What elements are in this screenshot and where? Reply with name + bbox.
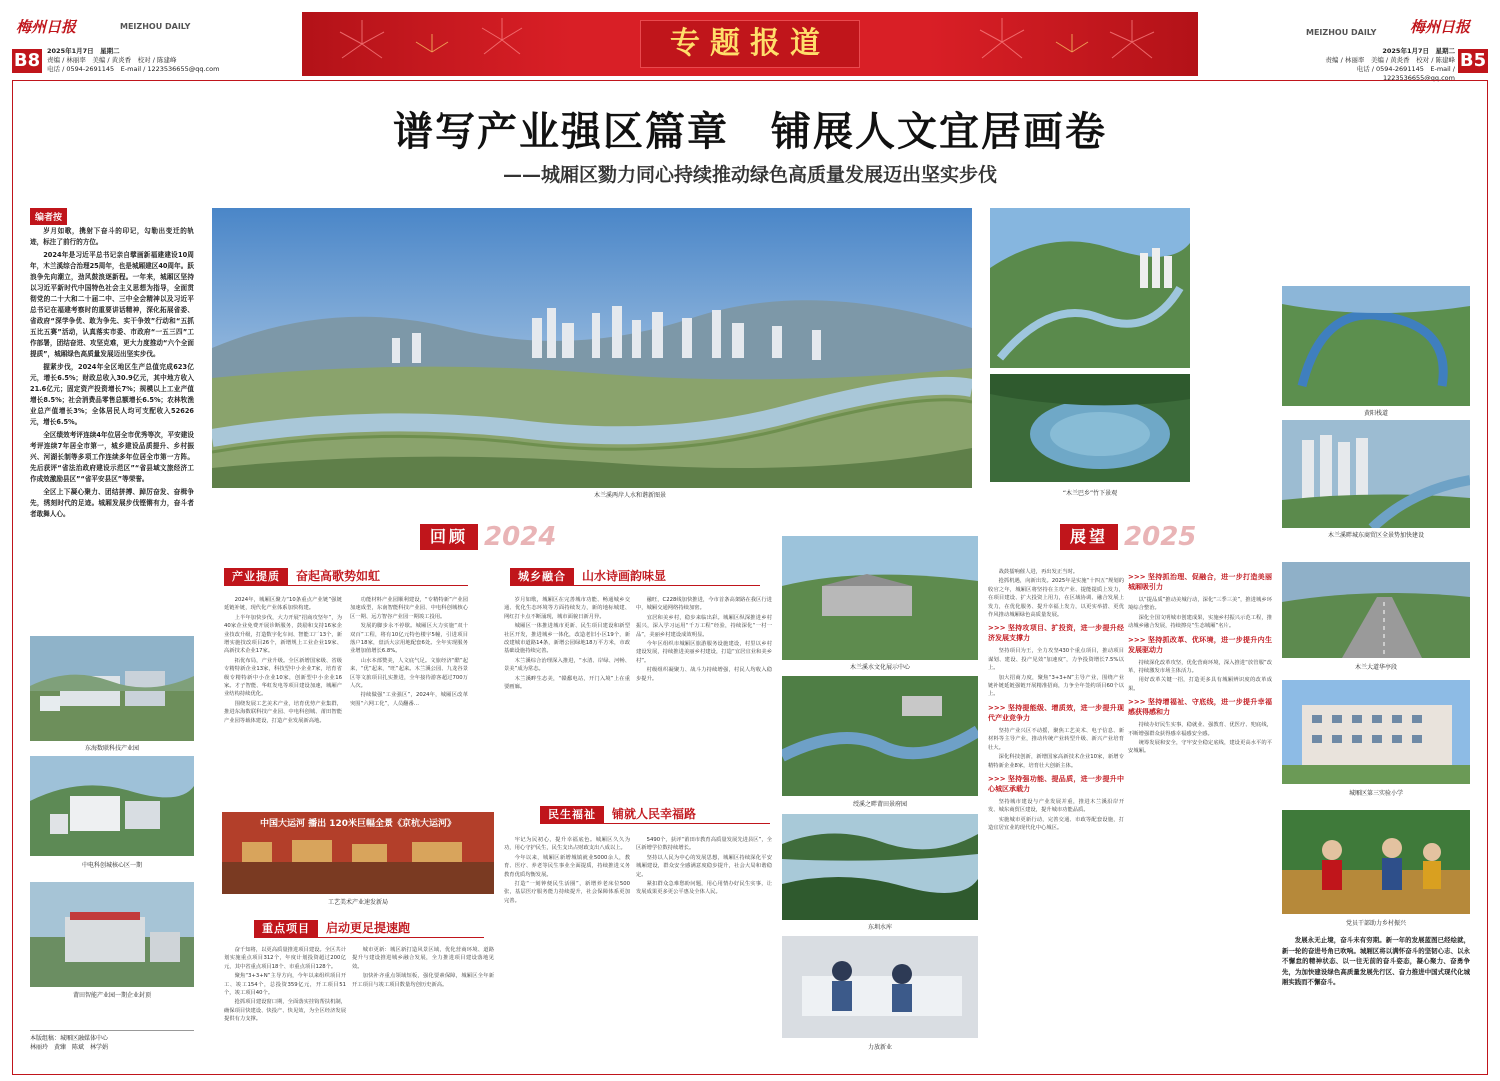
left-logo: [16, 16, 76, 37]
outlook-p3: 坚持项目为王，全力攻坚430个重点项目，推动项目谋划、建设、投产见效“加速度”，力争投资增长7.5%以上。: [988, 648, 1124, 672]
projects-b-p1: 城市更新：城区新打造风景区域，优化营商环境、道路提升与建设推进城乡融合发展，全力推进项目建设落地见效。: [352, 947, 494, 970]
caption-far-right-1: 黄阳栈道: [1363, 410, 1388, 417]
left-paper-name: MEIZHOU DAILY: [120, 22, 191, 31]
review-label: 回顾: [420, 524, 478, 550]
section-outlook: [1060, 524, 1260, 550]
outlook-sub-1-text: 坚持攻项目、扩投资，进一步提升经济发展支撑力: [988, 624, 1124, 643]
outlook-p2: 抢抓机遇，向新出发。2025年是实施“十四五”规划的收官之年，城厢区将坚持在主攻产业、提能提质上发力，在项目建设、扩大投资上用力，在区域协调、融合发展上发力，在优化服务、提升幸福上发力，以更实举措、更优作风推动城厢绿色高质量发展。: [988, 578, 1124, 619]
industry-p3: 拓优布局，产业升级。全区新增国家级、省级专精特新企业13家，科技型中小企业7家，培育省级专精特新中小企业10家，创新型中小企业16家。才子智能、华虹发电等项目建设加速，城厢产业结构持续优化。: [224, 657, 342, 698]
outlook-year: 2025: [1124, 522, 1197, 552]
urban-tag: 城乡融合: [510, 568, 574, 586]
headline-subtitle: ——城厢区勠力同心持续推动绿色高质量发展迈出坚实步伐: [502, 164, 997, 186]
photo-rural-revitalization: [1282, 810, 1470, 914]
arrow-icon: >>>: [988, 703, 1006, 712]
arrow-icon: >>>: [988, 774, 1006, 783]
photo-cetc-city: [30, 756, 194, 856]
section-projects: [254, 920, 484, 938]
outlook-col-1: [988, 568, 1124, 1064]
photo-plank-road: [1282, 286, 1470, 406]
urban-heading: 山水诗画韵味显: [574, 568, 760, 586]
intro-p2: 2024年是习近平总书记亲自擘画新福建建设10周年，木兰溪综合治理25周年，也是城厢建区40周年。跃浪争先向潮立，劲风鼓浪逐新程。一年来，城厢区坚持以习近平新时代中国特色社会主义思想为指导，全面贯彻党的二十大和二十届二中、三中全会精神以及习近平总书记在福建考察时的重要讲话精神，深化拓展省委、省政府“深学争优、敢为争先、实干争效”行动和“五抓五比五赛”活动，认真落实市委、市政府“一五三四”工作部署，团结奋进、攻坚克难，更大力度推动“六个全面提质”，城厢绿色高质量发展迈出坚实步伐。: [30, 251, 194, 358]
urban-p2: 城厢区一体推进城市更新、民生项目建设和新型社区开发，推进城乡一体化，改造老旧小区19个，新改建城市道路14条，新增公园绿地18万平方米，市政基础设施持续完善。: [504, 623, 630, 655]
outlook-sub-4-text: 坚持抓治理、促融合，进一步打造美丽城厢吸引力: [1128, 573, 1272, 591]
outlook-p8: 实施城市更新行动，完善交通、市政等配套设施，打造宜居宜业的现代化中心城区。: [988, 816, 1124, 832]
right-logo: [1410, 16, 1470, 37]
photo-bamboo-landscape: [990, 374, 1190, 482]
header-left-info: [47, 47, 297, 74]
photo-dongzhen-reservoir: [782, 814, 978, 920]
industry-b-p4: 持续做强“工业强区”，2024年，城厢区改革突围“六网工化”，人员翻番…: [350, 692, 468, 707]
caption-left-3: 莆田智能产业园一期企业封顶: [72, 992, 151, 999]
outlook-sub-3: [988, 774, 1124, 794]
photo-huadong-park: [990, 208, 1190, 368]
closing-p: 发展永无止境，奋斗未有穷期。新一年的发展蓝图已经绘就，新一轮的奋进号角已吹响。城厢区将以满怀奋斗的坚韧心志、以永不懈怠的精神状态、以一往无前的奋斗姿态，凝心聚力、奋勇争先，为加快建设绿色高质量发展先行区、奋力推进中国式现代化城厢实践而不懈奋斗。: [1282, 936, 1470, 986]
outlook-p4: 加大招商力度，聚焦“3+3+N”主导产业，围绕产业链补链延链强链开展精准招商，力争全年签约项目60个以上。: [988, 674, 1124, 698]
caption-left-2: 中电科创城核心区一期: [81, 862, 142, 869]
industry-heading: 奋起高歌势如虹: [288, 568, 468, 586]
arrow-icon: >>>: [1128, 573, 1146, 581]
welfare-col-1: [504, 836, 630, 1064]
caption-far-right-4: 城厢区第三实验小学: [1348, 790, 1403, 797]
closing-text: [1282, 935, 1470, 1065]
urban-p4: 木兰溪畔生态美，“赣鄱电站，开门入境”上在重要画廊。: [504, 675, 630, 691]
arrow-icon: >>>: [1128, 635, 1146, 644]
band-title: 专题报道: [670, 26, 830, 61]
projects-col-1: [224, 946, 346, 1064]
intro-text: [30, 226, 194, 626]
photo-mulan-avenue: [1282, 562, 1470, 658]
caption-col3-3: 东圳水库: [867, 924, 892, 931]
footer-line-2: 林丽玲 黄臻 陈斌 林学娟: [30, 1044, 109, 1051]
caption-top-right-2: “木兰巴乡”竹下景观: [1062, 490, 1118, 497]
photo-crafts: [222, 812, 494, 894]
caption-far-right-2: 木兰溪畔城东商贸区全景势加快建设: [1327, 532, 1424, 539]
contact-left: 电话 / 0594-2691145 E-mail / 1223536655@qq.com: [47, 65, 220, 73]
outlook-p11: 持续深化改革攻坚，优化营商环境，深入推进“放管服”改革，持续激发市场主体活力。: [1128, 659, 1272, 675]
page-number-left: B8: [13, 50, 41, 71]
header-band: [302, 12, 1198, 76]
outlook-p9: 以“提品质”推动美城行动，深化“三季三美”，推进城乡环境综合整治。: [1128, 597, 1272, 612]
welfare-tag: 民生福祉: [540, 806, 604, 824]
welfare-p2: 今年以来，城厢区新增城镇就业5000余人，教育、医疗、养老等民生事业全面提质，持续推进义务教育优质均衡发展。: [504, 854, 630, 878]
intro-p1: 岁月如歌，携射下奋斗的印记，勾勒出变迁的轨迹，标注了前行的方位。: [30, 227, 194, 246]
projects-p3: 抢抓项目建设窗口期，全面落实挂钩帮扶机制，确保项目快建设、快投产、快见效，为全区经济发展提供有力支撑。: [224, 999, 346, 1023]
welfare-b-p1: 5490个，获评“莆田市教育高质量发展先进县区”，全区新增学位数持续增长。: [636, 837, 772, 852]
outlook-sub-5-text: 坚持抓改革、优环境，进一步提升内生发展驱动力: [1128, 635, 1272, 654]
outlook-sub-4: [1128, 572, 1272, 592]
projects-tag: 重点项目: [254, 920, 318, 938]
welfare-p1: 牢记为民初心，提升幸福底色。城厢区久久为功，用心守护民生，民生支出占财政支出八成以上。: [504, 837, 630, 852]
projects-col-2: [352, 946, 494, 1064]
outlook-sub-1: [988, 623, 1124, 643]
outlook-sub-6-text: 坚持增福祉、守底线，进一步提升幸福感获得感和力: [1128, 698, 1272, 717]
photo-water-culture-center: [782, 536, 978, 660]
photo-main-panorama: [212, 208, 972, 488]
arrow-icon: >>>: [988, 624, 1006, 633]
header-right-info: [1290, 47, 1455, 83]
industry-col-1: [224, 596, 342, 802]
industry-col-2: [350, 596, 468, 802]
projects-p2: 聚焦“3+3+N”主导方向，今年以来组织项目开工、竣工154个，总投资359亿元，开工项目51个，竣工项目40个。: [224, 973, 346, 997]
welfare-p3: 打造“一刻钟便民生活圈”，新增养老床位500张，基层医疗服务能力持续提升，社会保障体系更加完善。: [504, 881, 630, 904]
outlook-sub-2-text: 坚持提能级、增质效，进一步提升现代产业竞争力: [988, 703, 1124, 722]
photo-east-sea-park: [30, 636, 194, 741]
urban-b-p3: 今年区组织市城厢区旅游服务设施建设，村里以乡村建设发展，持续推进美丽乡村建设，打造“宜居宜业和美乡村”。: [636, 641, 772, 664]
outlook-p6: 深化科技创新，新增国家高新技术企业10家，新增专精特新企业8家，培育壮大创新主体。: [988, 754, 1124, 769]
welfare-b-p3: 紧扣群众急难愁盼问题，用心用情办好民生实事，让发展成果更多更公平惠及全体人民。: [636, 881, 772, 896]
outlook-p13: 持续办好民生实事，稳就业、强教育、优医疗、兜底线，不断增强群众获得感幸福感安全感。: [1128, 722, 1272, 737]
intro-p4: 全区绩效考评连续4年位居全市优秀等次，平安建设考评连续7年居全市第一，城乡建设品质提升、乡村振兴、河湖长制等多项工作连续多年位居全市第一方阵。先后获评“省法治政府建设示范区”“省县域文旅经济工作成效激励县区”“省平安县区”等荣誉。: [30, 431, 194, 483]
page-number-right: B5: [1459, 50, 1487, 71]
intro-tag: 编者按: [30, 208, 67, 225]
arrow-icon: >>>: [1128, 698, 1146, 707]
projects-heading: 启动更足提速跑: [318, 920, 484, 938]
outlook-label: 展望: [1060, 524, 1118, 550]
section-welfare: [540, 806, 770, 824]
industry-tag: 产业提质: [224, 568, 288, 586]
projects-p1: 奋千知将，以更高质量推进项目建设。全区共计划实施重点项目312个，年度计划投资超过200亿元，其中省重点项目18个、市重点项目128个。: [224, 947, 346, 970]
section-industry: [224, 568, 468, 586]
outlook-col-2: [1128, 568, 1272, 1064]
headline-title: 谱写产业强区篇章 铺展人文宜居画卷: [393, 108, 1107, 155]
urban-b-p4: 村级组织凝聚力、战斗力持续增强，村民人均收入稳步提升。: [636, 667, 772, 682]
photo-third-school: [1282, 680, 1470, 784]
outlook-p10: 深化全国文明城市创建成果，实施乡村振兴示范工程，推动城乡融合发展，持续擦亮“生态城厢”名片。: [1128, 614, 1272, 630]
industry-p4: 围绕发展工艺美术产业，培育优势产业集群，推进东海数联科技产业园、中电科创城、莆田智能产业园等载体建设，打造产业发展新高地。: [224, 700, 342, 724]
outlook-p1: 战鼓擂响催人进，再出发正当时。: [998, 569, 1079, 575]
date-right: 2025年1月7日 星期二: [1382, 47, 1455, 55]
photo-chengdong-district: [1282, 420, 1470, 528]
photo-factory-work: [782, 936, 978, 1038]
caption-mid-1: 工艺美术产业速发新局: [327, 899, 388, 906]
industry-b-p2: 发展的脚步永不停歇。城厢区大力实施“双十双百”工程，将有10亿元特色楼宇5幢，引进项目落户18家，盘活大宗用地配套6处。全年实现服务业增加值增长6.8%。: [350, 623, 468, 655]
welfare-b-p2: 坚持以人民为中心的发展思想，城厢区持续深化平安城厢建设，群众安全感满意度稳步提升，社会大局和谐稳定。: [636, 854, 772, 878]
industry-b-p1: 功能材料产业园顺利建设，“专精特新”产业园加速成型，东南智能科技产业园、中电科创城核心区一期、远方智谷产业园一期竣工投用。: [350, 597, 468, 620]
date-left: 2025年1月7日 星期二: [47, 47, 120, 55]
right-paper-name: MEIZHOU DAILY: [1306, 28, 1377, 37]
outlook-sub-2: [988, 703, 1124, 723]
section-review: [420, 524, 620, 550]
footer-line-1: 本版组稿：城厢区融媒体中心: [30, 1035, 109, 1042]
caption-col3-2: 绶溪之畔莆田景府园: [852, 801, 907, 808]
outlook-sub-5: [1128, 635, 1272, 655]
outlook-p12: 用好改革关键一招，打造更多具有城厢辨识度的改革成果。: [1128, 677, 1272, 692]
urban-p1: 岁月如歌，城厢区在完善城市功能、畅通城乡交通、优化生态环境等方面持续发力，新的地标城建、网红打卡点不断涌现，城市面貌日新月异。: [504, 597, 630, 620]
photo-smart-park: [30, 882, 194, 987]
outlook-p5: 坚持产业兴区不动摇，聚焦工艺美术、电子信息、新材料等主导产业，推动传统产业转型升级、新兴产业培育壮大。: [988, 727, 1124, 751]
urban-p3: 木兰溪综合治理深入推进，“水清、岸绿、河畅、景美”成为常态。: [504, 657, 630, 673]
editor-footer: [30, 1030, 194, 1052]
screen-banner: 中国大运河 播出 120米巨幅全景《京杭大运河》: [259, 819, 457, 829]
photo-shouxi-park: [782, 676, 978, 796]
outlook-sub-3-text: 坚持强功能、提品质，进一步提升中心城区承载力: [988, 774, 1124, 793]
logo-text: 梅州日报: [16, 18, 77, 36]
intro-p5: 全区上下凝心聚力、团结拼搏、踔厉奋发、奋楫争先，绣刻时代的足迹。城厢发展步伐铿锵有力，奋斗者者敢舞人心。: [30, 488, 194, 518]
review-year: 2024: [484, 522, 557, 552]
outlook-p7: 坚持城市建设与产业发展并重，推进木兰溪沿岸开发、城东商贸区建设，提升城市功能品质。: [988, 798, 1124, 814]
welfare-col-2: [636, 836, 772, 1064]
urban-b-p2: 宜居和美乡村，稳步来临出彩。城厢区纵深推进乡村振兴，深入学习运用“千万工程”经验，持续深化“一村一品”，美丽乡村建设成效明显。: [636, 614, 772, 638]
caption-col3-4: 力放新业: [867, 1044, 892, 1051]
staff-right: 责编 / 林丽率 美编 / 黄炎香 校对 / 陈建峰: [1325, 56, 1455, 64]
caption-left-1: 东海数联科技产业园: [84, 745, 139, 752]
industry-p2: 上半年加快步伐，大力开展“招商攻坚年”，为40家企业免费开展诊断服务，鼓励和支持16家企业技改升级，打造数字化车间、智能工厂13个，新增实施技改项目26个，新增规上工业企业19家、高新技术企业17家。: [224, 614, 342, 655]
intro-p3: 握紧步伐，2024年全区地区生产总值完成623亿元，增长6.5%；财政总收入30.9亿元，其中地方收入21.6亿元；固定资产投资增长7%；规模以上工业产值增长8.5%；社会消费品零售总额增长6.5%；农林牧渔业总产值增长3%；全体居民人均可支配收入52626元，增长6.5%。: [30, 363, 194, 426]
caption-main: 木兰溪两岸人水和谐新图景: [593, 492, 666, 499]
projects-b-p2: 加快补齐重点领域短板，强化要素保障，城厢区全年新开工项目与竣工项目数量均创历史新高。: [352, 973, 494, 988]
caption-far-right-3: 木兰大道华亭段: [1354, 664, 1397, 671]
logo-text-right: 梅州日报: [1410, 18, 1471, 36]
industry-p1: 2024年，城厢区聚力“10条重点产业链”强链延链补链，现代化产业体系加快构建。: [224, 597, 342, 612]
outlook-p14: 统筹发展和安全，守牢安全稳定底线，建设更高水平的平安城厢。: [1128, 740, 1272, 755]
staff-left: 责编 / 林丽率 美编 / 黄炎香 校对 / 陈建峰: [47, 56, 177, 64]
outlook-sub-6: [1128, 697, 1272, 717]
caption-col3-1: 木兰溪水文化展示中心: [849, 664, 910, 671]
industry-b-p3: 山水本部赞美，人文底气足。文旅经济“酷”起来，“优”起来，“旺”起来。木兰溪公园、九龙谷景区等文旅项目扎实推进，全年接待游客超过700万人次。: [350, 657, 468, 690]
section-urban: [510, 568, 760, 586]
caption-far-right-5: 党员干部助力乡村振兴: [1345, 920, 1406, 927]
contact-right: 电话 / 0594-2691145 E-mail / 1223536655@qq.com: [1356, 65, 1455, 82]
urban-b-p1: 融旺，C228线加快推进，今市首条高架路在我区行进中，城厢交通网络持续加密。: [636, 597, 772, 612]
welfare-heading: 铺就人民幸福路: [604, 806, 770, 824]
